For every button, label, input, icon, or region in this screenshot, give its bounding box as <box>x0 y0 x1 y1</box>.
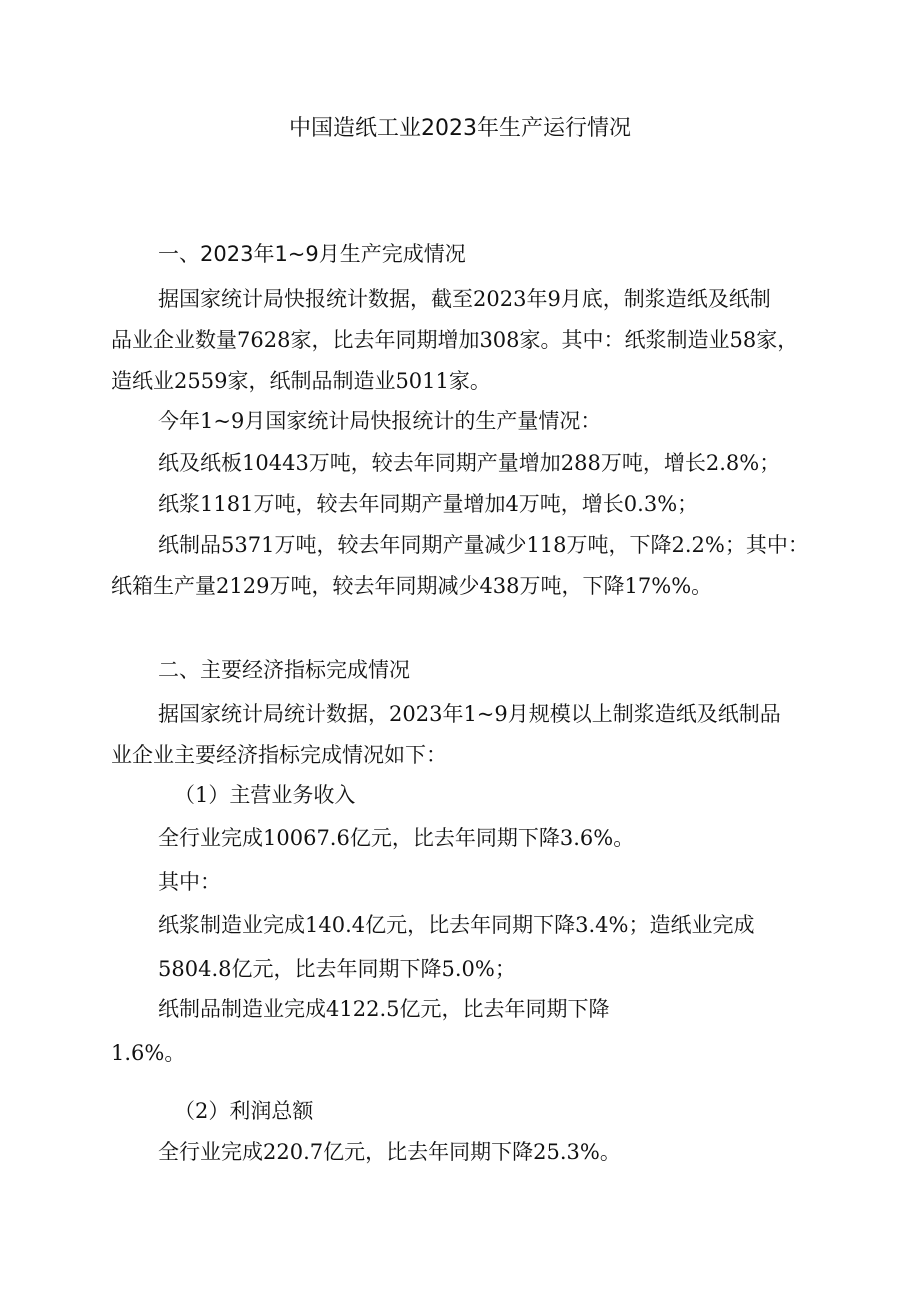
paragraph-line: 全行业完成220.7亿元，比去年同期下降25.3%。 <box>158 1140 621 1164</box>
paragraph-line: 全行业完成10067.6亿元，比去年同期下降3.6%。 <box>158 826 635 850</box>
paragraph-line: 据国家统计局统计数据，2023年1~9月规模以上制浆造纸及纸制品 <box>158 702 781 726</box>
paragraph-line: 纸制品5371万吨，较去年同期产量减少118万吨，下降2.2%；其中： <box>158 533 809 557</box>
paragraph-line: 业企业主要经济指标完成情况如下： <box>111 743 447 767</box>
paragraph-line: 造纸业2559家，纸制品制造业5011家。 <box>111 369 491 393</box>
paragraph-line: 纸及纸板10443万吨，较去年同期产量增加288万吨，增长2.8%； <box>158 451 781 475</box>
paragraph-line: 5804.8亿元，比去年同期下降5.0%； <box>158 957 516 981</box>
paragraph-line: 据国家统计局快报统计数据，截至2023年9月底，制浆造纸及纸制 <box>158 287 771 311</box>
paragraph-line: 1.6%。 <box>111 1041 186 1065</box>
paragraph-line: 纸制品制造业完成4122.5亿元，比去年同期下降 <box>158 997 610 1021</box>
paragraph-line: 纸箱生产量2129万吨，较去年同期减少438万吨，下降17%%。 <box>111 574 713 598</box>
subheading: （2）利润总额 <box>174 1099 314 1123</box>
section-heading-1: 一、2023年1~9月生产完成情况 <box>158 242 466 266</box>
paragraph-line: 纸浆1181万吨，较去年同期产量增加4万吨，增长0.3%； <box>158 492 699 516</box>
paragraph-line: 品业企业数量7628家，比去年同期增加308家。其中：纸浆制造业58家， <box>111 328 799 352</box>
document-title: 中国造纸工业2023年生产运行情况 <box>289 116 631 141</box>
section-heading-2: 二、主要经济指标完成情况 <box>158 658 410 682</box>
paragraph-line: 其中： <box>158 870 221 894</box>
subheading: （1）主营业务收入 <box>174 783 356 807</box>
paragraph-line: 今年1~9月国家统计局快报统计的生产量情况： <box>158 409 602 433</box>
paragraph-line: 纸浆制造业完成140.4亿元，比去年同期下降3.4%；造纸业完成 <box>158 913 755 937</box>
